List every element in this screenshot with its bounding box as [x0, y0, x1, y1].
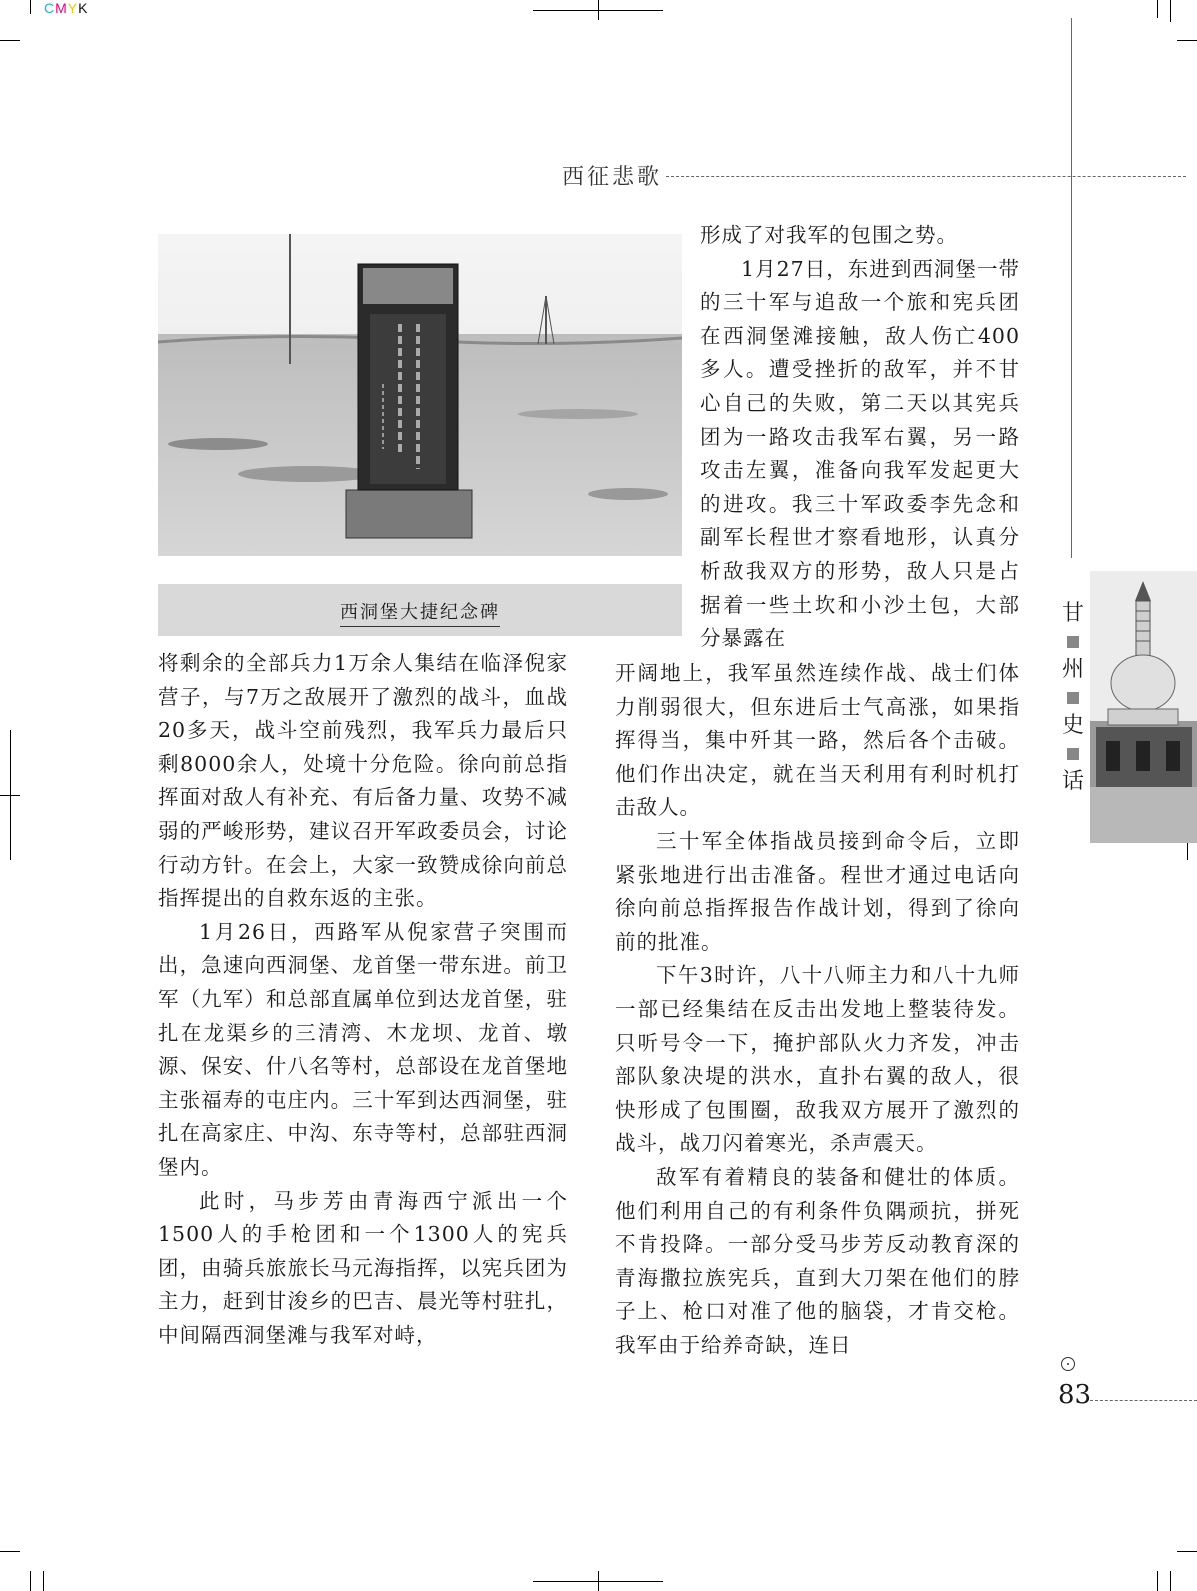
crop-mark: [1170, 0, 1171, 22]
paragraph: 1月26日，西路军从倪家营子突围而出，急速向西洞堡、龙首堡一带东进。前卫军（九军）和总部直属单位到达龙首堡，驻扎在龙渠乡的三清湾、木龙坝、龙首、墩源、保安、什八名等村，总部设在龙首堡地主张福寿的屯庄内。三十军到达西洞堡，驻扎在高家庄、中沟、东寺等村，总部驻西洞堡内。: [158, 919, 568, 1179]
crop-mark: [1157, 0, 1158, 18]
photo-caption: [158, 598, 682, 624]
cmyk-m: M: [55, 0, 68, 16]
crop-mark: [1170, 1571, 1171, 1591]
side-char: 甘: [1061, 601, 1084, 626]
cmyk-color-bar: [44, 0, 88, 16]
paragraph: 三十军全体指战员接到命令后，立即紧张地进行出击准备。程世才通过电话向徐向前总指挥报告作战计划，得到了徐向前的批准。: [615, 828, 1020, 954]
cmyk-c: C: [44, 0, 56, 16]
side-char: 史: [1061, 713, 1084, 738]
paragraph: 形成了对我军的包围之势。: [700, 223, 958, 247]
photo-caption-box: [158, 584, 682, 636]
paragraph: 下午3时许，八十八师主力和八十九师一部已经集结在反击出发地上整装待发。只听号令一下，掩护部队火力齐发，冲击部队象决堤的洪水，直扑右翼的敌人，很快形成了包围圈，敌我双方展开了激烈的战斗，战刀闪着寒光，杀声震天。: [615, 963, 1020, 1156]
crop-mark: [30, 1571, 31, 1591]
right-text-column-top: [700, 219, 1020, 656]
cmyk-y: Y: [67, 0, 79, 16]
side-char: 州: [1061, 657, 1084, 682]
paragraph: 开阔地上，我军虽然连续作战、战士们体力削弱很大，但东进后士气高涨，如果指挥得当，集中歼其一路，然后各个击破。他们作出决定，就在当天利用有利时机打击敌人。: [615, 661, 1020, 820]
square-bullet: [1067, 636, 1079, 648]
page-number-ornament: [1061, 1357, 1075, 1371]
crop-mark: [598, 0, 599, 20]
margin-vertical-rule: [1071, 18, 1072, 558]
crop-mark: [1177, 40, 1197, 41]
photo-caption-text: 西洞堡大捷纪念碑: [340, 602, 500, 627]
crop-mark: [598, 1571, 599, 1591]
crop-mark: [0, 1551, 20, 1552]
crop-mark: [1157, 1571, 1158, 1591]
header-dashed-rule: [666, 176, 1186, 177]
left-text-column: [158, 647, 568, 1352]
crop-mark: [1177, 1551, 1197, 1552]
pagoda-photo: [1090, 571, 1197, 843]
cmyk-k: K: [78, 0, 89, 16]
paragraph: 1月27日，东进到西洞堡一带的三十军与追敌一个旅和宪兵团在西洞堡滩接触，敌人伤亡400多人。遭受挫折的敌军，并不甘心自己的失败，第二天以其宪兵团为一路攻击我军右翼，另一路攻击左翼，准备向我军发起更大的进攻。我三十军政委李先念和副军长程世才察看地形，认真分析敌我双方的形势，敌人只是占据着一些土坎和小沙土包，大部分暴露在: [700, 256, 1020, 651]
page-header-title: 西征悲歌: [562, 165, 663, 190]
right-text-column-bottom: [615, 657, 1020, 1362]
footer-dashed-rule: [1090, 1400, 1197, 1401]
memorial-photo: [158, 234, 682, 556]
square-bullet: [1067, 748, 1079, 760]
paragraph: 将剩余的全部兵力1万余人集结在临泽倪家营子，与7万之敌展开了激烈的战斗，血战20多天，战斗空前残烈，我军兵力最后只剩8000余人，处境十分危险。徐向前总指挥面对敌人有补充、有后备力量、攻势不减弱的严峻形势，建议召开军政委员会，讨论行动方针。在会上，大家一致赞成徐向前总指挥提出的自救东返的主张。: [158, 651, 568, 911]
side-char: 话: [1061, 769, 1084, 794]
square-bullet: [1067, 692, 1079, 704]
side-section-title: [1058, 599, 1088, 797]
paragraph: 此时，马步芳由青海西宁派出一个1500人的手枪团和一个1300人的宪兵团，由骑兵旅旅长马元海指挥，以宪兵团为主力，赶到甘浚乡的巴吉、晨光等村驻扎，中间隔西洞堡滩与我军对峙，: [158, 1188, 568, 1347]
crop-mark: [0, 795, 20, 796]
crop-mark: [43, 1571, 44, 1591]
crop-mark: [0, 40, 20, 41]
paragraph: 敌军有着精良的装备和健壮的体质。他们利用自己的有利条件负隅顽抗，拼死不肯投降。一部分受马步芳反动教育深的青海撒拉族宪兵，直到大刀架在他们的脖子上、枪口对准了他的脑袋，才肯交枪。我军由于给养奇缺，连日: [615, 1164, 1020, 1357]
crop-mark: [30, 0, 31, 14]
page-number: 83: [1058, 1380, 1092, 1410]
